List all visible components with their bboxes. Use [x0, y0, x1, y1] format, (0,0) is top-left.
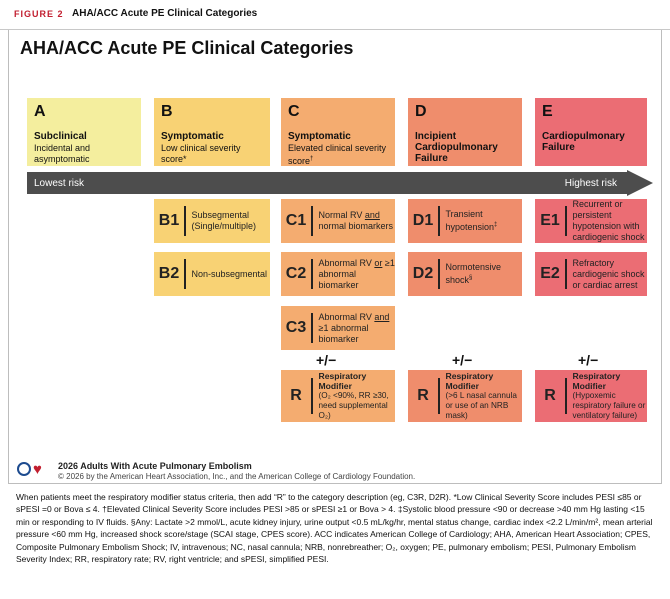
divider [438, 259, 440, 289]
subcategory-code: C1 [285, 212, 307, 229]
guideline-title: 2026 Adults With Acute Pulmonary Embolism [58, 461, 252, 471]
subcategory-code: D2 [412, 265, 434, 282]
underlined-word: and [364, 210, 380, 220]
subcategory-d1-box [408, 199, 522, 243]
subcategory-code: E2 [540, 265, 560, 282]
category-description-text: Elevated clinical severity score [288, 143, 387, 166]
modifier-criteria: (Hypoxemic respiratory failure or ventilatory failure) [572, 391, 646, 420]
subcategory-d2-box [408, 252, 522, 296]
category-e-box [535, 98, 647, 166]
divider [438, 378, 440, 414]
subcategory-c3-box [281, 306, 395, 350]
plus-minus-d: +/− [452, 352, 473, 368]
category-name: Symptomatic [161, 131, 224, 142]
footnote-mark: ‡ [494, 222, 498, 228]
copyright-text: © 2026 by the American Heart Association, Inc., and the American College of Cardiology Foundation. [58, 472, 416, 481]
figure-caption: AHA/ACC Acute PE Clinical Categories [72, 8, 258, 19]
text-part: normal biomarkers [318, 221, 394, 231]
divider [565, 378, 567, 414]
modifier-title: Respiratory Modifier [572, 371, 621, 391]
subcategory-c1-box [281, 199, 395, 243]
modifier-title: Respiratory Modifier [445, 371, 494, 391]
risk-arrow-head [627, 170, 653, 196]
plus-minus-e: +/− [578, 352, 599, 368]
footnote-mark: * [183, 154, 187, 164]
modifier-text [446, 371, 523, 421]
subcategory-c2-box [281, 252, 395, 296]
divider [438, 206, 440, 236]
respiratory-modifier-c [281, 370, 395, 422]
category-a-box [27, 98, 141, 166]
divider [184, 206, 186, 236]
footnote-mark: § [469, 275, 473, 281]
underlined-word: or [374, 257, 383, 268]
subcategory-text: Subsegmental (Single/multiple) [191, 210, 257, 231]
text-part: ≥1 abnormal biomarker [318, 322, 369, 344]
text-part: Normal RV [318, 210, 365, 220]
subcategory-code: B2 [158, 265, 180, 282]
acc-logo-icon [17, 462, 31, 476]
subcategory-e1-box [535, 199, 647, 243]
modifier-text [319, 371, 396, 421]
figure-header [0, 0, 670, 30]
category-description: Incidental and asymptomatic [34, 143, 91, 164]
figure-tag: FIGURE 2 [14, 9, 64, 19]
respiratory-modifier-d [408, 370, 522, 422]
text-part: Transient hypotension [445, 209, 495, 232]
divider [311, 206, 313, 236]
subcategory-text: Refractory cardiogenic shock or cardiac arrest [572, 257, 645, 290]
modifier-title: Respiratory Modifier [318, 371, 367, 391]
lowest-risk-label: Lowest risk [34, 178, 85, 189]
risk-arrow [27, 170, 653, 196]
text-part: Abnormal RV [318, 311, 375, 322]
category-letter: C [288, 103, 300, 120]
subcategory-b1-box [154, 199, 270, 243]
subcategory-code: C2 [285, 265, 307, 282]
category-letter: A [34, 103, 46, 120]
modifier-code: R [290, 387, 302, 404]
category-c-box [281, 98, 395, 166]
category-letter: D [415, 103, 427, 120]
subcategory-e2-box [535, 252, 647, 296]
divider [184, 259, 186, 289]
category-b-box [154, 98, 270, 166]
divider [311, 313, 313, 343]
respiratory-modifier-e [535, 370, 647, 422]
subcategory-text [446, 209, 523, 233]
category-d-box [408, 98, 522, 166]
modifier-criteria: (>6 L nasal cannula or use of an NRB mask) [445, 391, 517, 420]
aha-heart-icon: ♥ [33, 461, 42, 478]
text-part: Abnormal RV [318, 257, 375, 268]
subcategory-text [446, 262, 523, 286]
category-description [161, 143, 263, 165]
subcategory-code: E1 [540, 212, 560, 229]
modifier-text [573, 371, 648, 421]
highest-risk-label: Highest risk [564, 178, 617, 189]
footnote-mark: † [310, 156, 314, 162]
category-letter: B [161, 103, 173, 120]
underlined-word: and [374, 311, 390, 322]
society-logos [17, 460, 47, 480]
subcategory-code: C3 [285, 319, 307, 336]
text-part: Normotensive shock [445, 262, 502, 285]
figure-notes: When patients meet the respiratory modifier status criteria, then add “R” to the category description (eg, C3R, D2R). *Low Clinical Severity Score includes PESI ≤85 or sPESI =0 or Bova ≤ 4. †Elevated Clinical Severity Score includes PESI >85 or sPESI ≥1 or Bova > 4. ‡Systolic blood pressure <90 or decrease >40 mm Hg lasting <15 min or responding to IV fluids. §Any: Lactate >2 mmol/L, acute kidney injury, urine output <0.5 mL/kg/hr, mental status change, cardiac index <2.2 L/min/m², mean arterial pressure <60 mm Hg, increased shock score/stage (SCAI stage, CPES score). ACC indicates American College of Cardiology; AHA, American Heart Association; CPES, Composite Pulmonary Embolism Shock; IV, intravenous; NC, nasal cannula; NRB, nonrebreather; O₂, oxygen; PE, pulmonary embolism; PESI, Pulmonary Embolism Severity Index; RR, respiratory rate; RV, right ventricle; and sPESI, simplified PESI. [16, 492, 653, 565]
category-letter: E [542, 103, 553, 120]
category-name: Symptomatic [288, 131, 351, 142]
subcategory-text [319, 210, 396, 232]
divider [311, 378, 313, 414]
diagram-title: AHA/ACC Acute PE Clinical Categories [20, 38, 354, 58]
modifier-criteria: (O₂ <90%, RR ≥30, need supplemental O₂) [318, 391, 389, 420]
category-description [288, 143, 388, 167]
subcategory-b2-box [154, 252, 270, 296]
category-name: Cardiopulmonary Failure [542, 131, 625, 153]
subcategory-code: B1 [158, 212, 180, 229]
plus-minus-c: +/− [316, 352, 337, 368]
category-description-text: Low clinical severity score [161, 143, 241, 164]
subcategory-code: D1 [412, 212, 434, 229]
risk-arrow-body [27, 172, 629, 194]
subcategory-text [319, 312, 396, 345]
category-name: Incipient Cardiopulmonary Failure [415, 131, 498, 164]
text-part: ≥1 abnormal biomarker [318, 257, 395, 290]
category-name: Subclinical [34, 131, 87, 142]
modifier-code: R [544, 387, 556, 404]
divider [311, 259, 313, 289]
divider [565, 259, 567, 289]
modifier-code: R [417, 387, 429, 404]
subcategory-text [319, 258, 396, 291]
subcategory-text: Recurrent or persistent hypotension with cardiogenic shock [572, 199, 645, 242]
divider [565, 206, 567, 236]
subcategory-text: Non-subsegmental [191, 268, 268, 279]
